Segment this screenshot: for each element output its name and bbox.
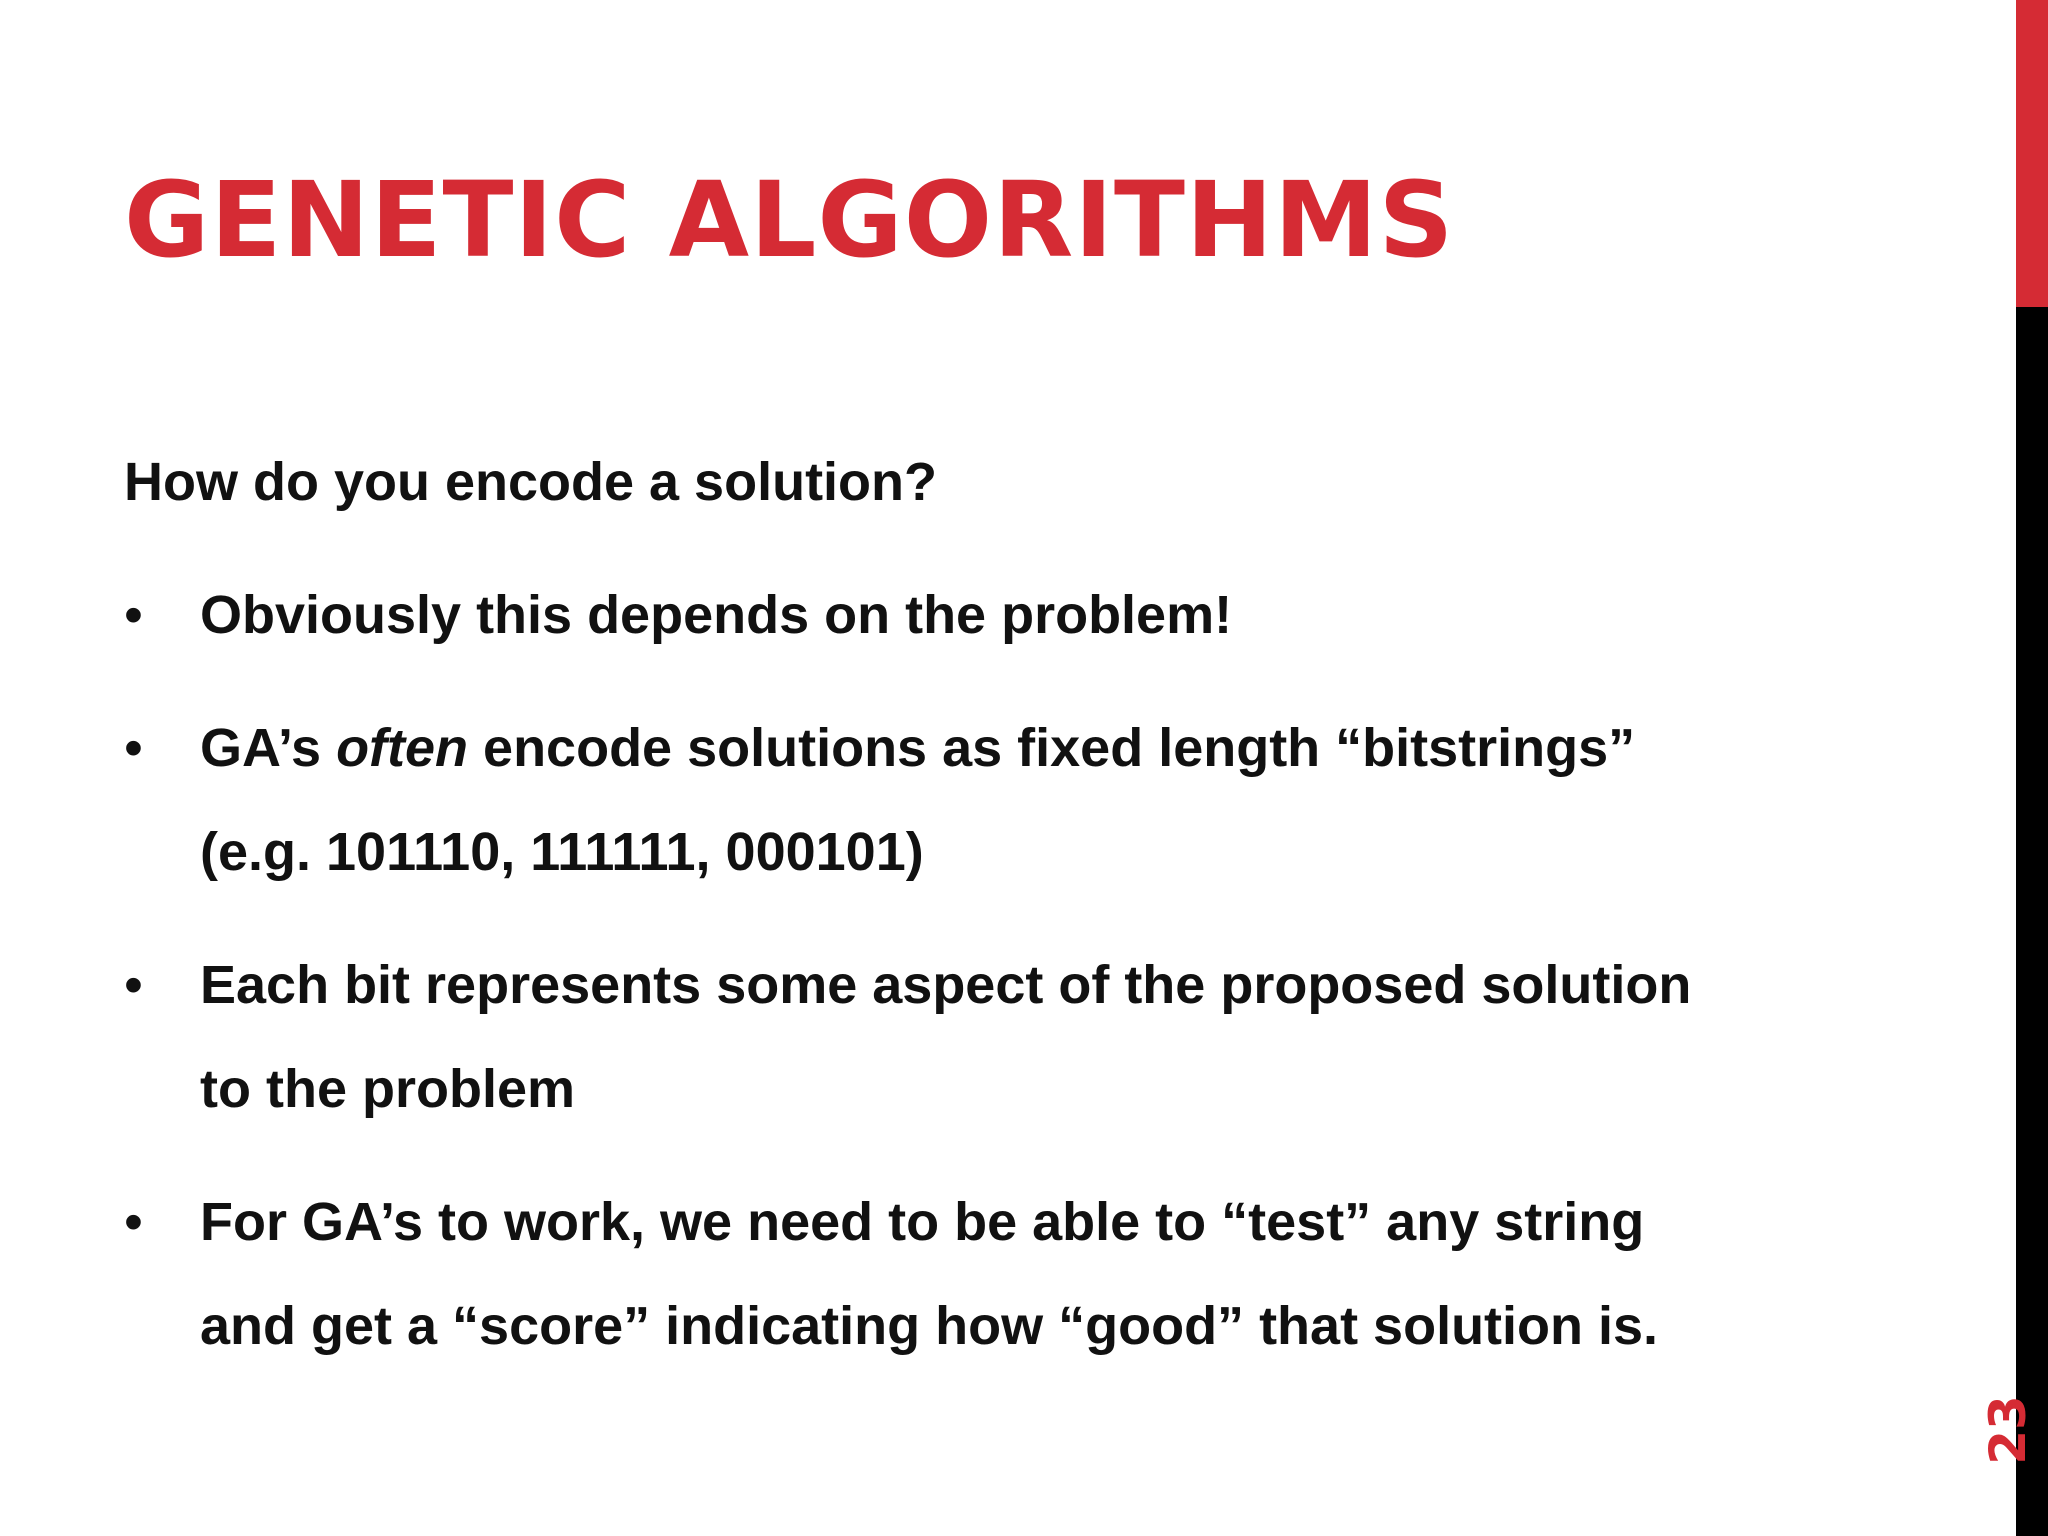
bullet-text: For GA’s to work, we need to be able to “test” any string — [200, 1192, 1645, 1252]
sidebar-accent — [2016, 0, 2048, 307]
slide-body — [124, 430, 1924, 1407]
bullet-marker: • — [124, 718, 143, 778]
bullet-item — [124, 933, 1924, 1141]
bullet-marker: • — [124, 955, 143, 1015]
bullet-item — [124, 563, 1924, 667]
bullet-marker: • — [124, 1192, 143, 1252]
page-number: 23 — [1979, 1395, 2037, 1465]
bullet-text: Obviously this depends on the problem! — [200, 585, 1233, 645]
bullet-text-end: encode solutions as fixed length “bitstrings” — [468, 718, 1636, 778]
bullet-marker: • — [124, 585, 143, 645]
bullet-item — [124, 1170, 1924, 1378]
bullet-text-line2: and get a “score” indicating how “good” that solution is. — [200, 1296, 1659, 1356]
sidebar-bar — [2016, 0, 2048, 1536]
slide-title: GENETIC ALGORITHMS — [124, 159, 1455, 281]
bullet-text-start: GA’s — [200, 718, 337, 778]
bullet-text: Each bit represents some aspect of the proposed solution — [200, 955, 1692, 1015]
bullet-text-line2: to the problem — [200, 1059, 575, 1119]
bullet-text-line2: (e.g. 101110, 111111, 000101) — [200, 822, 924, 882]
intro-text: How do you encode a solution? — [124, 452, 938, 512]
bullet-emphasis: often — [336, 718, 469, 778]
bullet-item — [124, 696, 1924, 904]
